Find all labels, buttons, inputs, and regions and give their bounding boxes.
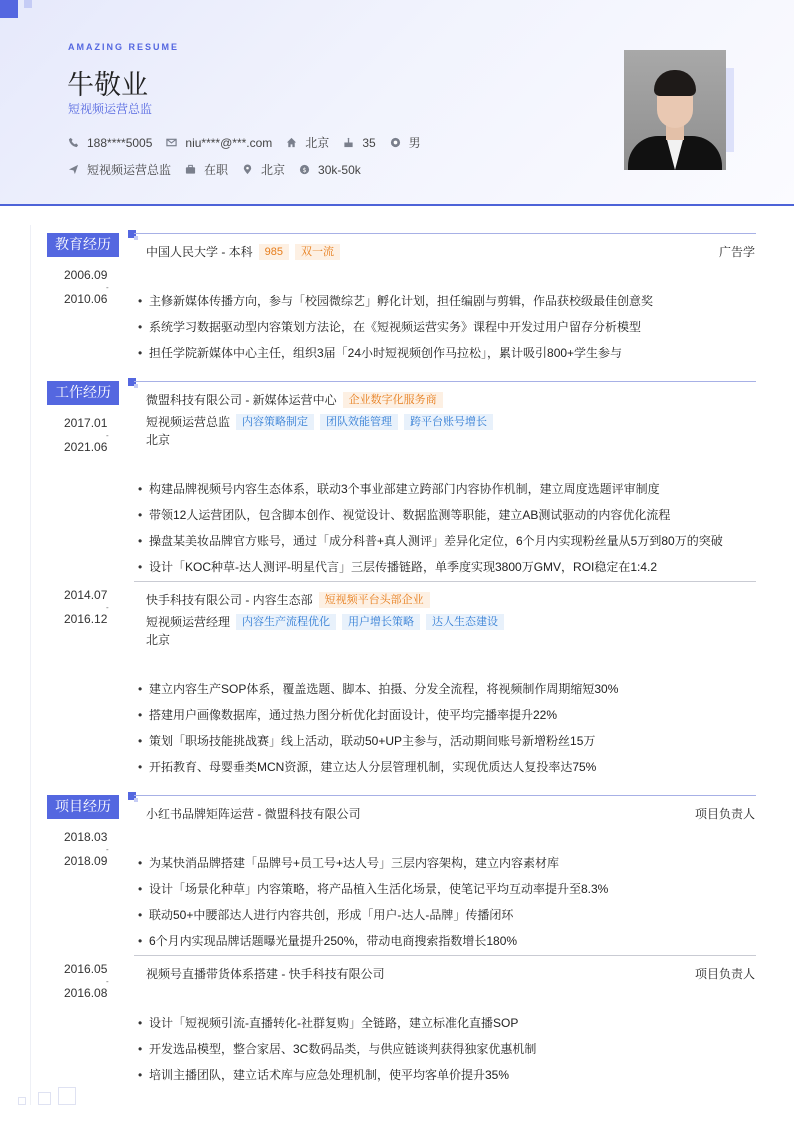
section-marker [128, 792, 136, 800]
money-icon [299, 164, 310, 175]
salary-value: 30k-50k [318, 162, 361, 177]
company-tag: 短视频平台头部企业 [319, 592, 430, 608]
edu-school-name: 中国人民大学 - 本科 [146, 245, 253, 259]
location-icon [242, 164, 253, 175]
project-role: 项目负责人 [694, 967, 755, 981]
job-end-date: 2021.06 [64, 440, 108, 454]
target-position-value: 短视频运营总监 [87, 163, 172, 177]
gender-value: 男 [408, 136, 421, 150]
gender-icon [390, 137, 401, 148]
job-city: 北京 [146, 433, 171, 447]
edu-bullet: • 主修新媒体传播方向，参与「校园微综艺」孵化计划，担任编剧与剪辑，作品获校级最佳创意奖 [138, 292, 653, 309]
job-bullet: • 带领12人运营团队，包含脚本创作、视觉设计、数据监测等职能，建立AB测试驱动的内容优化流程 [138, 506, 670, 523]
project-bullet: • 设计「短视频引流-直播转化-社群复购」全链路，建立标准化直播SOP [138, 1014, 518, 1031]
job-end-date: 2016.12 [64, 612, 108, 626]
edu-tag: 985 [259, 244, 289, 260]
section-work-label: 工作经历 [47, 381, 119, 405]
section-divider [134, 233, 756, 234]
project-start-date: 2016.05 [64, 962, 108, 976]
timeline-line [30, 225, 31, 1105]
decor-square [38, 1092, 51, 1105]
decor-square [58, 1087, 76, 1105]
job-intent-row [68, 161, 375, 178]
resume-header [0, 0, 794, 206]
company-tag: 企业数字化服务商 [343, 392, 443, 408]
job-bullet: • 构建品牌视频号内容生态体系，联动3个事业部建立跨部门内容协作机制，建立周度选题评审制度 [138, 480, 660, 497]
skill-tag: 跨平台账号增长 [404, 414, 493, 430]
status-value: 在职 [204, 163, 229, 177]
target-position-item [68, 161, 171, 178]
send-icon [68, 164, 79, 175]
job-company-name: 快手科技有限公司 - 内容生态部 [146, 593, 313, 607]
decor-square-small [24, 0, 32, 8]
skill-tag: 用户增长策略 [342, 614, 420, 630]
job-position: 短视频运营经理 [146, 615, 231, 629]
mail-icon [166, 137, 177, 148]
skill-tag: 达人生态建设 [426, 614, 504, 630]
job-bullet: • 搭建用户画像数据库，通过热力图分析优化封面设计，使平均完播率提升22% [138, 706, 557, 723]
decor-square [0, 0, 18, 18]
avatar [624, 50, 726, 170]
job-bullet: • 开拓教育、母婴垂类MCN资源，建立达人分层管理机制，实现优质达人复投率达75% [138, 758, 596, 775]
job-position: 短视频运营总监 [146, 415, 231, 429]
edu-end-date: 2010.06 [64, 292, 108, 306]
section-marker [128, 378, 136, 386]
email-item [166, 136, 272, 150]
edu-bullet: • 系统学习数据驱动型内容策划方法论，在《短视频运营实务》课程中开发过用户留存分析模型 [138, 318, 641, 335]
section-divider [134, 795, 756, 796]
section-projects-label: 项目经历 [47, 795, 119, 819]
edu-major: 广告学 [718, 245, 755, 259]
home-item [286, 134, 329, 151]
skill-tag: 内容生产流程优化 [236, 614, 336, 630]
phone-icon [68, 137, 79, 148]
home-icon [286, 137, 297, 148]
job-position-row [146, 613, 504, 630]
age-value: 35 [362, 135, 376, 150]
home-value: 北京 [305, 136, 330, 150]
brand-label: AMAZING RESUME [68, 42, 179, 52]
job-city: 北京 [146, 633, 171, 647]
job-position-row [146, 413, 493, 430]
svg-text:$: $ [302, 165, 307, 174]
email-value: niu****@***.com [185, 135, 273, 150]
project-bullet: • 培训主播团队，建立话术库与应急处理机制，使平均客单价提升35% [138, 1066, 509, 1083]
project-role: 项目负责人 [694, 807, 755, 821]
date-dash: - [106, 845, 109, 854]
project-title: 小红书品牌矩阵运营 - 微盟科技有限公司 [146, 807, 361, 821]
gender-item [390, 134, 421, 151]
job-bullet: • 设计「KOC种草-达人测评-明星代言」三层传播链路，单季度实现3800万GMV，ROI稳定在1:4.2 [138, 558, 657, 575]
target-city-value: 北京 [261, 163, 286, 177]
date-dash: - [106, 431, 109, 440]
date-dash: - [106, 603, 109, 612]
section-divider [134, 381, 756, 382]
skill-tag: 内容策略制定 [236, 414, 314, 430]
job-bullet: • 建立内容生产SOP体系，覆盖选题、脚本、拍摄、分发全流程，将视频制作周期缩短30% [138, 680, 618, 697]
project-bullet: • 设计「场景化种草」内容策略，将产品植入生活化场景，使笔记平均互动率提升至8.3% [138, 880, 608, 897]
status-item [185, 161, 228, 178]
job-company-name: 微盟科技有限公司 - 新媒体运营中心 [146, 393, 337, 407]
project-title: 视频号直播带货体系搭建 - 快手科技有限公司 [146, 967, 385, 981]
job-company [146, 391, 443, 408]
edu-start-date: 2006.09 [64, 268, 108, 282]
edu-tag: 双一流 [295, 244, 340, 260]
edu-school [146, 243, 340, 260]
section-education-label: 教育经历 [47, 233, 119, 257]
job-start-date: 2014.07 [64, 588, 108, 602]
date-dash: - [106, 283, 109, 292]
contact-row [68, 134, 435, 151]
job-start-date: 2017.01 [64, 416, 108, 430]
edu-bullet: • 担任学院新媒体中心主任，组织3届「24小时短视频创作马拉松」，累计吸引800+学生参与 [138, 344, 622, 361]
job-bullet: • 策划「职场技能挑战赛」线上活动，联动50+UP主参与，活动期间账号新增粉丝15万 [138, 732, 595, 749]
job-company [146, 591, 430, 608]
age-item [343, 136, 375, 150]
candidate-name: 牛敬业 [67, 70, 148, 101]
project-bullet: • 联动50+中腰部达人进行内容共创，形成「用户-达人-品牌」传播闭环 [138, 906, 513, 923]
salary-item [299, 163, 361, 177]
target-city-item [242, 161, 285, 178]
project-end-date: 2016.08 [64, 986, 108, 1000]
decor-square [18, 1097, 26, 1105]
phone-item [68, 136, 152, 150]
entry-divider [134, 581, 756, 582]
project-bullet: • 为某快消品牌搭建「品牌号+员工号+达人号」三层内容架构，建立内容素材库 [138, 854, 559, 871]
briefcase-icon [185, 164, 196, 175]
job-bullet: • 操盘某美妆品牌官方账号，通过「成分科普+真人测评」差异化定位，6个月内实现粉丝量从5万到80万的突破 [138, 532, 723, 549]
project-start-date: 2018.03 [64, 830, 108, 844]
candidate-title: 短视频运营总监 [68, 102, 153, 116]
cake-icon [343, 137, 354, 148]
section-marker [128, 230, 136, 238]
skill-tag: 团队效能管理 [320, 414, 398, 430]
phone-value: 188****5005 [87, 135, 153, 150]
entry-divider [134, 955, 756, 956]
project-bullet: • 开发选品模型，整合家居、3C数码品类，与供应链谈判获得独家优惠机制 [138, 1040, 536, 1057]
project-bullet: • 6个月内实现品牌话题曝光量提升250%，带动电商搜索指数增长180% [138, 932, 517, 949]
date-dash: - [106, 977, 109, 986]
project-end-date: 2018.09 [64, 854, 108, 868]
